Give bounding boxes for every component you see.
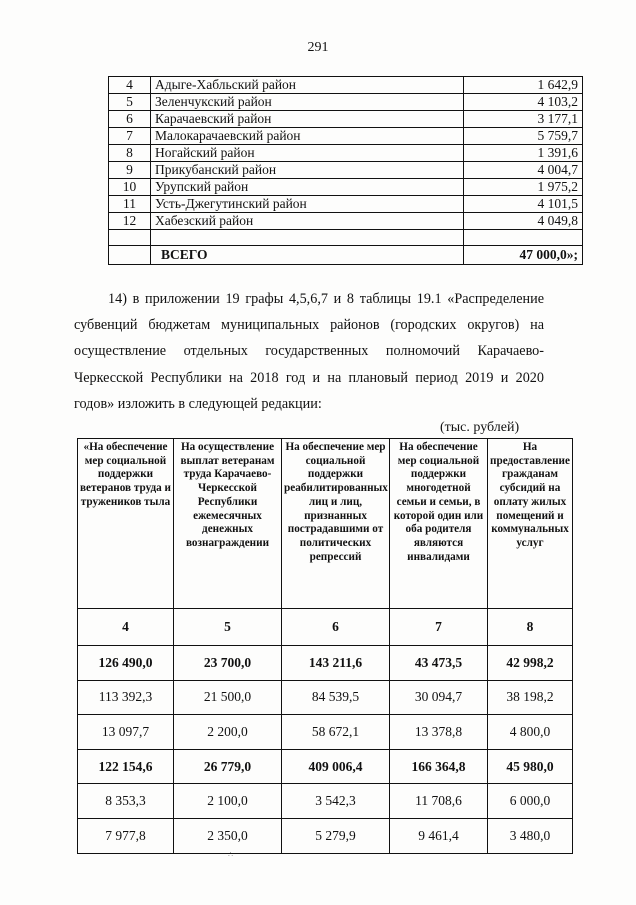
district-value: 1 642,9 (464, 77, 583, 94)
table-row (78, 715, 573, 750)
table-cell: 2 100,0 (174, 784, 282, 819)
table-row (109, 77, 583, 94)
district-value: 5 759,7 (464, 128, 583, 145)
row-number: 6 (109, 111, 151, 128)
column-header: На предоставление гражданам субсидий на оплату жилых помещений и коммунальных услуг (488, 439, 573, 609)
total-value: 47 000,0»; (464, 246, 583, 265)
table-cell: 166 364,8 (390, 749, 488, 784)
table-row (109, 213, 583, 230)
row-number: 8 (109, 145, 151, 162)
district-name: Адыге-Хабльский район (151, 77, 464, 94)
district-value: 1 391,6 (464, 145, 583, 162)
table-cell: 3 542,3 (282, 784, 390, 819)
row-number: 5 (109, 94, 151, 111)
district-value: 4 049,8 (464, 213, 583, 230)
column-number-row (78, 609, 573, 646)
table-cell: 11 708,6 (390, 784, 488, 819)
row-number: 11 (109, 196, 151, 213)
table-cell: 2 200,0 (174, 715, 282, 750)
table-row (109, 179, 583, 196)
blank-row (109, 230, 583, 246)
table-cell: 21 500,0 (174, 680, 282, 715)
table-cell: 23 700,0 (174, 646, 282, 681)
district-name: Карачаевский район (151, 111, 464, 128)
row-number: 7 (109, 128, 151, 145)
table-cell: 122 154,6 (78, 749, 174, 784)
district-value: 4 004,7 (464, 162, 583, 179)
column-header: «На обеспечение мер социальной поддержки ветеранов труда и тружеников тыла (78, 439, 174, 609)
table-row (78, 646, 573, 681)
table-cell: 13 378,8 (390, 715, 488, 750)
table-cell: 2 350,0 (174, 818, 282, 853)
district-value: 3 177,1 (464, 111, 583, 128)
table-row (109, 145, 583, 162)
table-cell: 113 392,3 (78, 680, 174, 715)
table-row (109, 111, 583, 128)
column-number: 7 (390, 609, 488, 646)
table-row (78, 818, 573, 853)
body-paragraph: 14) в приложении 19 графы 4,5,6,7 и 8 таблицы 19.1 «Распределение субвенций бюджетам муниципальных районов (городских округов) на осуществление отдельных государственных полномочий Карачаево-Черкесской Республики на 2018 год и на плановый период 2019 и 2020 годов» изложить в следующей редакции: (74, 291, 544, 412)
table-cell: 5 279,9 (282, 818, 390, 853)
unit-note: (тыс. рублей) (440, 420, 520, 435)
district-name: Зеленчукский район (151, 94, 464, 111)
district-name: Ногайский район (151, 145, 464, 162)
row-number: 12 (109, 213, 151, 230)
row-number: 10 (109, 179, 151, 196)
scan-mark: ∴ (228, 850, 234, 859)
table-cell: 8 353,3 (78, 784, 174, 819)
table-cell: 4 800,0 (488, 715, 573, 750)
column-number: 8 (488, 609, 573, 646)
table-row (109, 196, 583, 213)
row-number: 4 (109, 77, 151, 94)
table-cell: 58 672,1 (282, 715, 390, 750)
row-number: 9 (109, 162, 151, 179)
district-name: Урупский район (151, 179, 464, 196)
subvention-table (77, 438, 573, 854)
total-row (109, 246, 583, 265)
table-row (109, 162, 583, 179)
table-cell: 3 480,0 (488, 818, 573, 853)
district-value: 4 101,5 (464, 196, 583, 213)
column-number: 4 (78, 609, 174, 646)
table-row (109, 128, 583, 145)
table-cell: 9 461,4 (390, 818, 488, 853)
table-cell: 13 097,7 (78, 715, 174, 750)
table-cell: 26 779,0 (174, 749, 282, 784)
table-row (78, 784, 573, 819)
district-name: Малокарачаевский район (151, 128, 464, 145)
district-name: Хабезский район (151, 213, 464, 230)
table-cell: 6 000,0 (488, 784, 573, 819)
table-cell: 7 977,8 (78, 818, 174, 853)
table-row (78, 680, 573, 715)
district-value: 4 103,2 (464, 94, 583, 111)
table-row (78, 749, 573, 784)
table-cell: 409 006,4 (282, 749, 390, 784)
column-header: На обеспечение мер социальной поддержки реабилитированных лиц и лиц, признанных пострадавшими от политических репрессий (282, 439, 390, 609)
table-row (109, 94, 583, 111)
table-cell: 45 980,0 (488, 749, 573, 784)
table-cell: 42 998,2 (488, 646, 573, 681)
districts-table (108, 76, 583, 265)
column-number: 6 (282, 609, 390, 646)
table-cell: 30 094,7 (390, 680, 488, 715)
header-row (78, 439, 573, 609)
table-cell: 143 211,6 (282, 646, 390, 681)
page-number: 291 (307, 40, 329, 55)
district-value: 1 975,2 (464, 179, 583, 196)
table-cell: 84 539,5 (282, 680, 390, 715)
district-name: Усть-Джегутинский район (151, 196, 464, 213)
total-label: ВСЕГО (151, 246, 464, 265)
table-cell: 43 473,5 (390, 646, 488, 681)
table-cell: 38 198,2 (488, 680, 573, 715)
table-cell: 126 490,0 (78, 646, 174, 681)
column-header: На осуществление выплат ветеранам труда Карачаево-Черкесской Республики ежемесячных денежных вознаграждении (174, 439, 282, 609)
column-header: На обеспечение мер социальной поддержки многодетной семьи и семьи, в которой один или оба родителя являются инвалидами (390, 439, 488, 609)
district-name: Прикубанский район (151, 162, 464, 179)
column-number: 5 (174, 609, 282, 646)
